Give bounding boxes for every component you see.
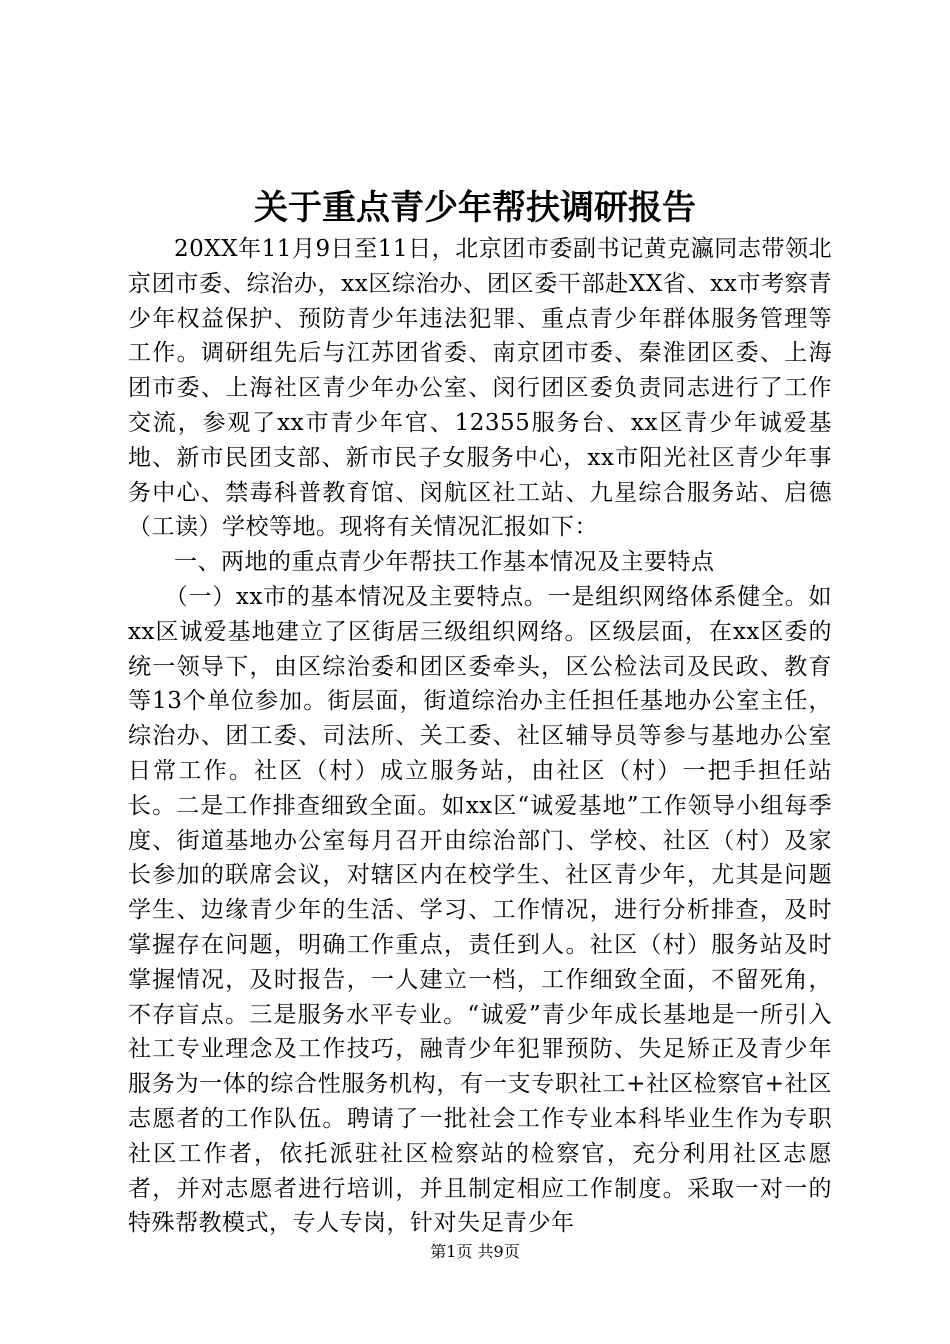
page-footer: 第1页 共9页 <box>430 1242 520 1261</box>
paragraph-subsection: （一）xx市的基本情况及主要特点。一是组织网络体系健全。如xx区诚爱基地建立了区街居三级组织网络。区级层面，在xx区委的统一领导下，由区综治委和团区委牵头，区公检法司及民政、教育等13个单位参加。街层面，街道综治办主任担任基地办公室主任，综治办、团工委、司法所、关工委、社区辅导员等参与基地办公室日常工作。社区（村）成立服务站，由社区（村）一把手担任站长。二是工作排查细致全面。如xx区“诚爱基地”工作领导小组每季度、街道基地办公室每月召开由综治部门、学校、社区（村）及家长参加的联席会议，对辖区内在校学生、社区青少年，尤其是问题学生、边缘青少年的生活、学习、工作情况，进行分析排查，及时掌握存在问题，明确工作重点，责任到人。社区（村）服务站及时掌握情况，及时报告，一人建立一档，工作细致全面，不留死角，不存盲点。三是服务水平专业。“诚爱”青少年成长基地是一所引入社工专业理念及工作技巧，融青少年犯罪预防、失足矫正及青少年服务为一体的综合性服务机构，有一支专职社工+社区检察官+社区志愿者的工作队伍。聘请了一批社会工作专业本科毕业生作为专职社区工作者，依托派驻社区检察站的检察官，充分利用社区志愿者，并对志愿者进行培训，并且制定相应工作制度。采取一对一的特殊帮教模式，专人专岗，针对失足青少年 <box>128 583 832 1237</box>
document-title: 关于重点青少年帮扶调研报告 <box>254 188 696 228</box>
paragraph-intro: 20XX年11月9日至11日，北京团市委副书记黄克瀛同志带领北京团市委、综治办，xx区综治办、团区委干部赴XX省、xx市考察青少年权益保护、预防青少年违法犯罪、重点青少年群体服务管理等工作。调研组先后与江苏团省委、南京团市委、秦淮团区委、上海团市委、上海社区青少年办公室、闵行团区委负责同志进行了工作交流，参观了xx市青少年官、12355服务台、xx区青少年诚爱基地、新市民团支部、新市民子女服务中心，xx市阳光社区青少年事务中心、禁毒科普教育馆、闵航区社工站、九星综合服务站、启德（工读）学校等地。现将有关情况汇报如下： <box>128 236 832 541</box>
document-body <box>128 232 832 1241</box>
section-heading: 一、两地的重点青少年帮扶工作基本情况及主要特点 <box>174 549 715 576</box>
